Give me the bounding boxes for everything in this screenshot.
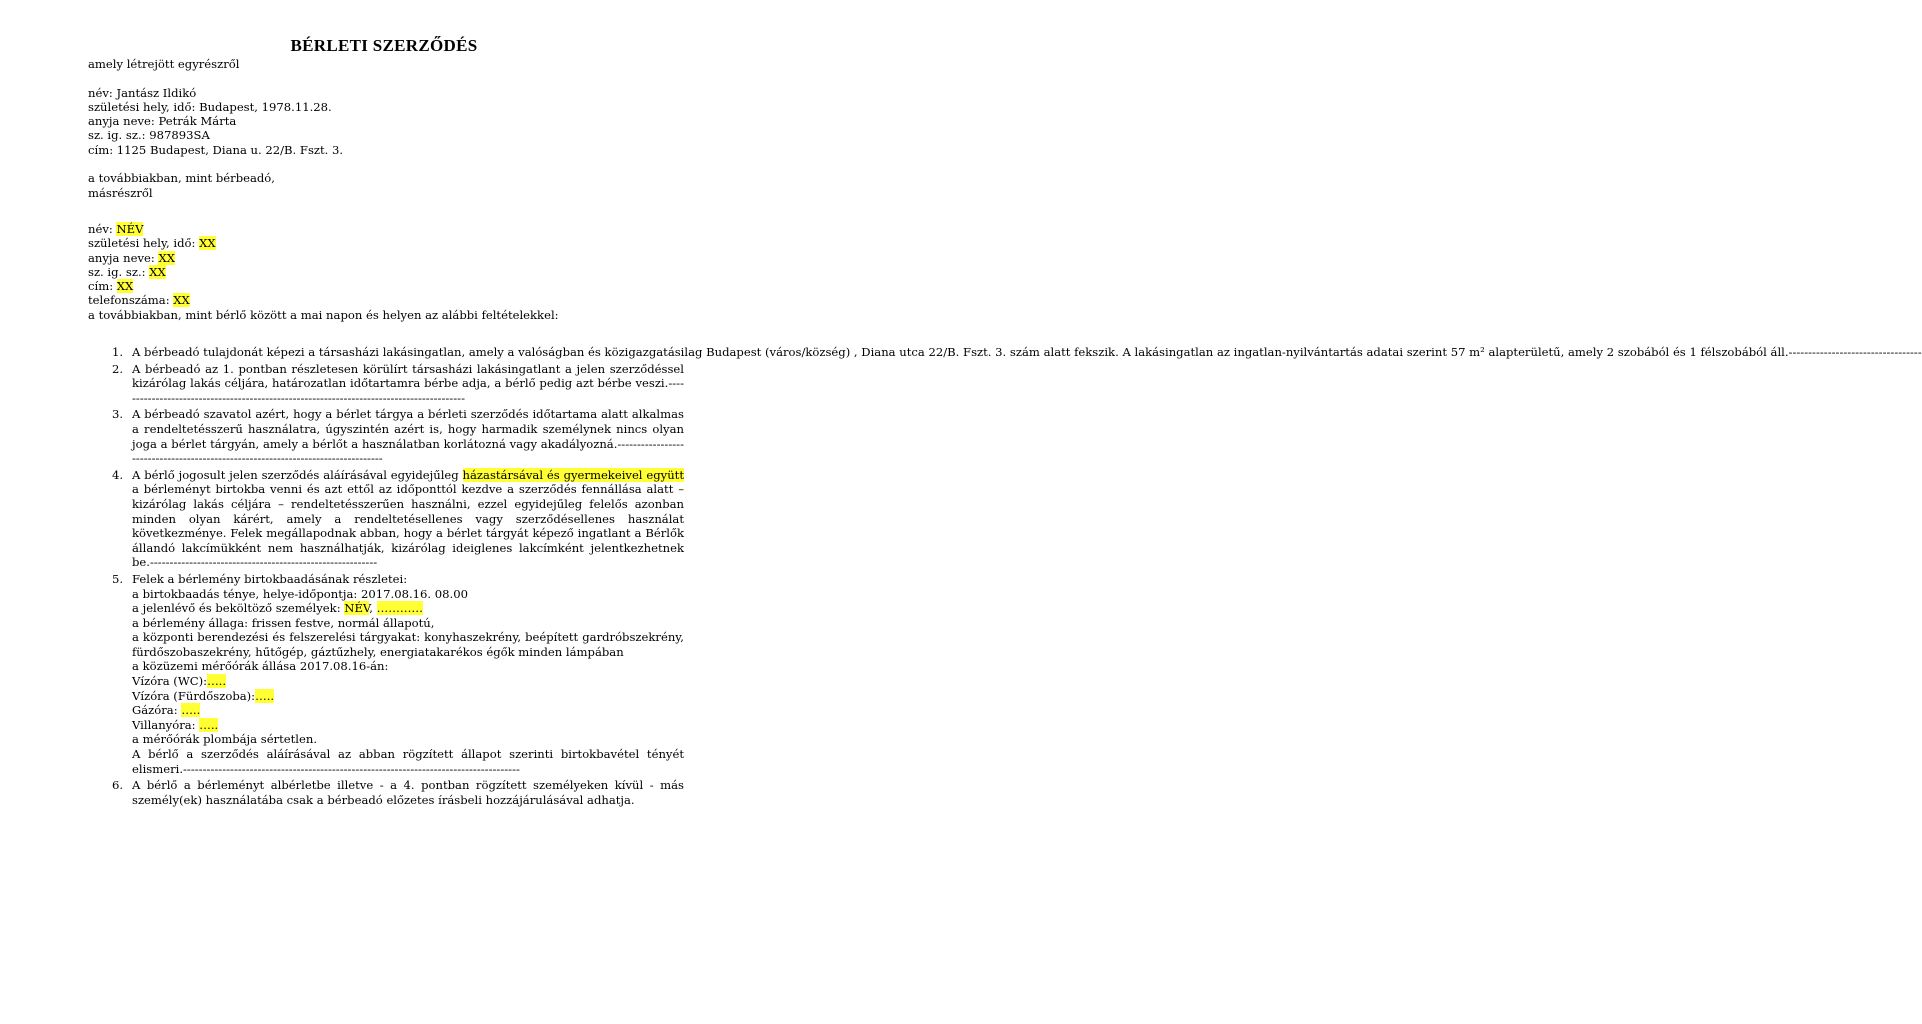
persons-more: …………: [376, 601, 423, 616]
clause-text: A bérbeadó az 1. pontban részletesen körülírt társasházi lakásingatlant a jelen szerződéssel kizárólag lakás céljára, határozatlan időtartamra bérbe adja, a bérlő pedig azt bérbe veszi.-----------------------------------------------------------------------------------------: [132, 361, 684, 405]
tenant-id-label: sz. ig. sz.:: [88, 264, 150, 279]
tenant-address: [88, 279, 559, 293]
tenant-block: [88, 222, 559, 322]
meter-label: Vízóra (WC):: [132, 674, 208, 689]
meter-water-bath: [132, 689, 684, 704]
meter-label: Villanyóra:: [132, 717, 200, 732]
clause-4: [88, 468, 684, 570]
landlord-id: sz. ig. sz.: 987893SA: [88, 128, 210, 143]
clause-number: 3.: [112, 407, 124, 422]
tenant-phone: [88, 293, 559, 307]
landlord-address: cím: 1125 Budapest, Diana u. 22/B. Fszt. 3.: [88, 142, 344, 157]
clause-number: 4.: [112, 467, 124, 482]
persons-sep: ,: [369, 601, 377, 616]
meter-electricity: [132, 718, 684, 733]
meter-label: Vízóra (Fürdőszoba):: [132, 688, 256, 703]
clause-6: [88, 778, 684, 807]
landlord-role: a továbbiakban, mint bérbeadó,: [88, 171, 275, 186]
clause-text: A bérbeadó tulajdonát képezi a társasházi lakásingatlan, amely a valóságban és közigazgatásilag Budapest (város/község) , Diana utca 22/B. Fszt. 3. szám alatt fekszik. A lakásingatlan az ingatlan-nyilvántartás adatai szerint 57 m² alapterületű, amely 2 szobából és 1 félszobából áll.----------------------------------: [132, 345, 1922, 359]
persons-label: a jelenlévő és beköltöző személyek:: [132, 601, 345, 616]
clause-number: 2.: [112, 361, 124, 376]
tenant-role: a továbbiakban, mint bérlő között a mai napon és helyen az alábbi feltételekkel:: [88, 307, 559, 322]
meter-seal: a mérőórák plombája sértetlen.: [132, 732, 318, 747]
clause-text-a: A bérlő jogosult jelen szerződés aláírásával egyidejűleg: [132, 467, 463, 482]
clause-text-b: a bérleményt birtokba venni és azt ettől az időponttól kezdve a szerződés fennállása alatt – kizárólag lakás céljára – rendeltetésszerűen használni, ezzel egyidejűleg felelős azonban minden olyan kárért, amely a rendeltetésellenes vagy szerződésellenes használat következménye. Felek megállapodnak abban, hogy a bérlet tárgyát képező ingatlant a Bérlők állandó lakcímükként nem használhatják, kizárólag ideiglenes lakcímként jelentkezhetnek be.----------------------------------------------------------: [132, 482, 684, 570]
clause-text-highlight: házastársával és gyermekeivel együtt: [462, 467, 684, 482]
property-fixtures: a központi berendezési és felszerelési tárgyakat: konyhaszekrény, beépített gardróbszekrény, fürdőszobaszekrény, hűtőgép, gáztűzhely, energiatakarékos égők minden lámpában: [132, 630, 684, 659]
tenant-birth-value: XX: [199, 236, 216, 251]
tenant-address-label: cím:: [88, 279, 117, 294]
tenant-name-label: név:: [88, 222, 117, 236]
landlord-mother: anyja neve: Petrák Márta: [88, 114, 237, 129]
document-title: BÉRLETI SZERZŐDÉS: [290, 36, 478, 55]
tenant-phone-value: XX: [173, 293, 190, 308]
meter-gas: [132, 703, 684, 718]
clause-3: [88, 407, 684, 465]
handover-header: Felek a bérlemény birtokbaadásának részletei:: [132, 571, 408, 586]
handover-persons: [132, 601, 684, 616]
tenant-birth: [88, 236, 559, 250]
clause-1: [88, 345, 1922, 360]
property-condition: a bérlemény állaga: frissen festve, normál állapotú,: [132, 615, 435, 630]
clause-number: 5.: [112, 571, 124, 586]
tenant-id: [88, 265, 559, 279]
landlord-name: név: Jantász Ildikó: [88, 85, 197, 100]
intro-text: amely létrejött egyrészről: [88, 57, 240, 71]
meter-value: …..: [255, 688, 275, 703]
meter-value: …..: [181, 703, 201, 718]
spacer: [88, 71, 343, 85]
meter-value: …..: [199, 717, 219, 732]
clause-number: 1.: [112, 345, 124, 359]
persons-name: NÉV: [344, 601, 370, 616]
tenant-mother: [88, 251, 559, 265]
clause-text: A bérlő a bérleményt albérletbe illetve - a 4. pontban rögzített személyeken kívül - más személy(ek) használatába csak a bérbeadó előzetes írásbeli hozzájárulásával adhatja.: [132, 778, 684, 807]
tenant-phone-label: telefonszáma:: [88, 293, 174, 308]
landlord-block: [88, 57, 343, 200]
tenant-name-value: NÉV: [116, 222, 144, 236]
tenant-mother-label: anyja neve:: [88, 250, 159, 265]
meter-label: Gázóra:: [132, 703, 182, 718]
meter-value: …..: [207, 674, 227, 689]
tenant-name: [88, 222, 559, 236]
contract-clauses: [88, 345, 1922, 809]
tenant-birth-label: születési hely, idő:: [88, 236, 200, 251]
meter-water-wc: [132, 674, 684, 689]
landlord-birth: születési hely, idő: Budapest, 1978.11.28.: [88, 99, 332, 114]
clause-text: A bérbeadó szavatol azért, hogy a bérlet tárgya a bérleti szerződés időtartama alatt alkalmas a rendeltetésszerű használatra, úgyszintén azért is, hogy harmadik személynek nincs olyan joga a bérlet tárgyán, amely a bérlőt a használatban korlátozná vagy akadályozná.---------------------------------------------------------------------------------: [132, 407, 684, 466]
spacer: [88, 157, 343, 171]
tenant-mother-value: XX: [158, 250, 175, 265]
other-party: másrészről: [88, 185, 153, 200]
handover-time: a birtokbaadás ténye, helye-időpontja: 2017.08.16. 08.00: [132, 586, 468, 601]
clause-2: [88, 362, 684, 406]
clause-5: [88, 572, 684, 776]
handover-ack: A bérlő a szerződés aláírásával az abban rögzített állapot szerinti birtokbavétel tényét elismeri.--------------------------------------------------------------------------------------: [132, 747, 684, 776]
meters-header: a közüzemi mérőórák állása 2017.08.16-án:: [132, 659, 389, 674]
clause-number: 6.: [112, 778, 124, 793]
tenant-address-value: XX: [116, 279, 134, 294]
tenant-id-value: XX: [149, 264, 166, 279]
